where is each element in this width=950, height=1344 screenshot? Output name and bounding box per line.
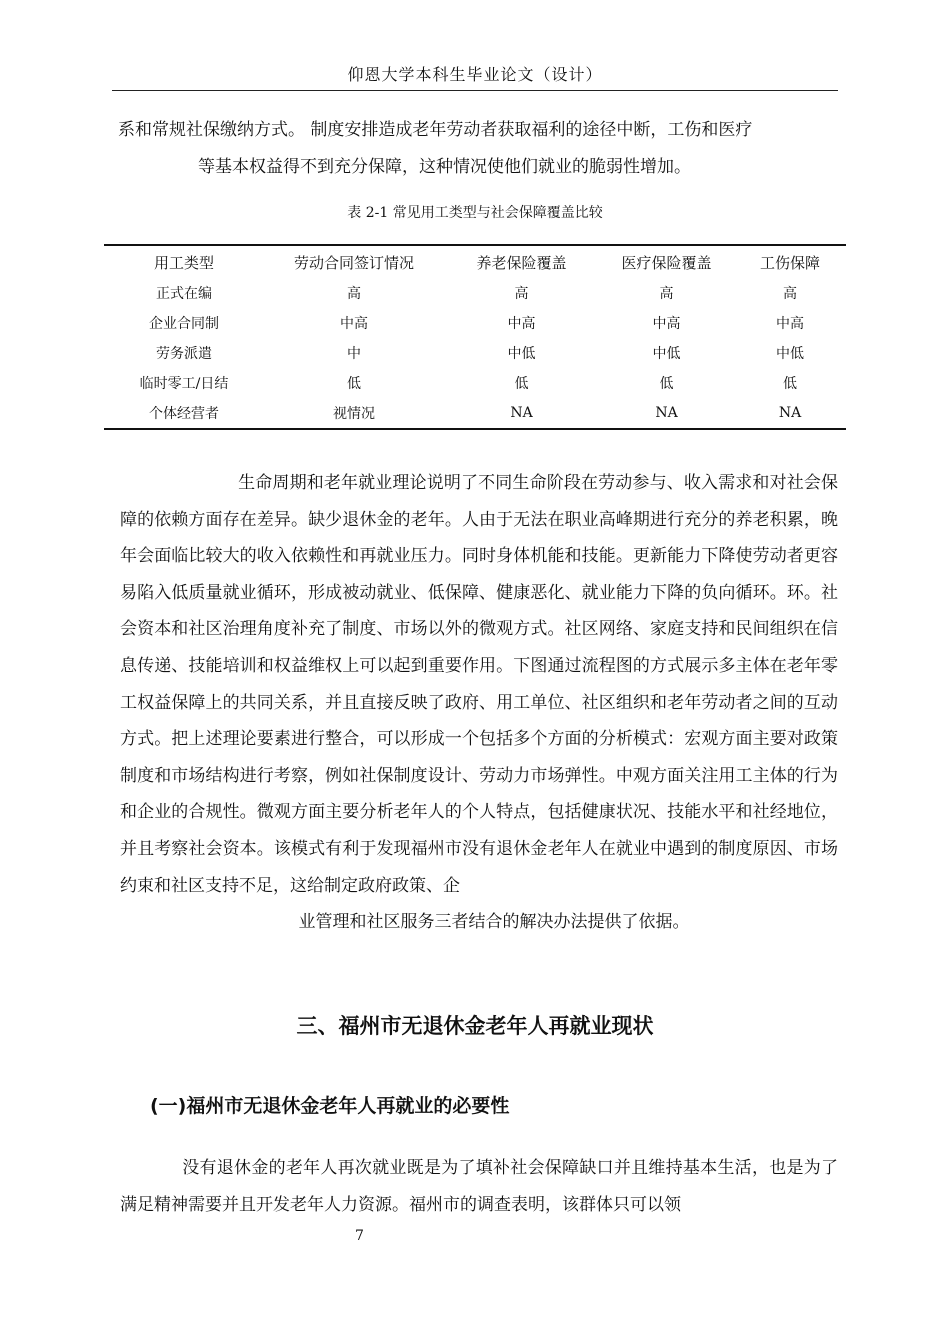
table-cell: 个体经营者 — [149, 406, 219, 422]
column-header: 工伤保障 — [759, 253, 820, 272]
table-row — [104, 278, 846, 308]
body-paragraph — [120, 465, 838, 941]
table-cell: 正式在编 — [156, 286, 212, 302]
table-cell: 中低 — [776, 346, 804, 362]
table-row — [104, 398, 846, 429]
table-row — [104, 368, 846, 398]
table-cell: 中 — [347, 346, 361, 362]
comparison-table — [104, 244, 846, 430]
table-cell: 临时零工/日结 — [139, 376, 229, 392]
paragraph-text: 生命周期和老年就业理论说明了不同生命阶段在劳动参与、收入需求和对社会保障的依赖方面存在差异。缺少退休金的老年。人由于无法在职业高峰期进行充分的养老积累，晚年会面临比较大的收入依赖性和再就业压力。同时身体机能和技能。更新能力下降使劳动者更容易陷入低质量就业循环，形成被动就业、低保障、健康恶化、就业能力下降的负向循环。环。社会资本和社区治理角度补充了制度、市场以外的微观方式。社区网络、家庭支持和民间组织在信息传递、技能培训和权益维权上可以起到重要作用。下图通过流程图的方式展示多主体在老年零工权益保障上的共同关系，并且直接反映了政府、用工单位、社区组织和老年劳动者之间的互动方式。把上述理论要素进行整合，可以形成一个包括多个方面的分析模式：宏观方面主要对政策制度和市场结构进行考察，例如社保制度设计、劳动力市场弹性。中观方面关注用工主体的行为和企业的合规性。微观方面主要分析老年人的个人特点，包括健康状况、技能水平和社经地位，并且考察社会资本。该模式有利于发现福州市没有退休金老年人在就业中遇到的制度原因、市场约束和社区支持不足，这给制定政府政策、企 — [120, 473, 838, 896]
table-cell: 高 — [783, 286, 797, 302]
subsection-heading: (一)福州市无退休金老年人再就业的必要性 — [150, 1095, 510, 1117]
body-paragraph — [120, 1150, 838, 1224]
table-cell: NA — [655, 405, 678, 421]
table-caption: 表 2-1 常见用工类型与社会保障覆盖比较 — [347, 205, 603, 221]
table-header-row — [104, 245, 846, 278]
paragraph-text: 没有退休金的老年人再次就业既是为了填补社会保障缺口并且维持基本生活，也是为了满足精神需要并且开发老年人力资源。福州市的调查表明，该群体只可以领 — [120, 1158, 838, 1215]
table-cell: 中高 — [507, 316, 536, 332]
table-cell: NA — [778, 405, 802, 421]
table-cell: 劳务派遣 — [156, 346, 212, 362]
header-rule — [112, 90, 838, 91]
paragraph-line: 系和常规社保缴纳方式。 制度安排造成老年劳动者获取福利的途径中断，工伤和医疗 — [118, 120, 753, 140]
table-cell: 高 — [659, 286, 674, 302]
page-number: 7 — [355, 1228, 364, 1244]
table-cell: 中高 — [776, 316, 804, 332]
table-cell: NA — [510, 405, 533, 421]
table-row — [104, 338, 846, 368]
paragraph-line: 等基本权益得不到充分保障，这种情况使他们就业的脆弱性增加。 — [198, 157, 691, 177]
column-header: 医疗保险覆盖 — [621, 253, 712, 272]
table-row — [104, 308, 846, 338]
table-cell: 低 — [783, 376, 797, 392]
paragraph-last-line: 业管理和社区服务三者结合的解决办法提供了依据。 — [298, 912, 690, 933]
table-cell: 中高 — [340, 316, 368, 332]
table-cell: 中低 — [652, 346, 681, 362]
column-header: 用工类型 — [153, 253, 214, 272]
column-header: 劳动合同签订情况 — [293, 253, 414, 272]
table-cell: 高 — [514, 286, 529, 302]
table-cell: 低 — [514, 376, 529, 392]
section-heading: 三、福州市无退休金老年人再就业现状 — [296, 1014, 654, 1038]
table-cell: 低 — [347, 376, 361, 392]
table-cell: 中高 — [652, 316, 681, 332]
table-cell: 中低 — [507, 346, 536, 362]
table-cell: 视情况 — [333, 406, 375, 422]
table-cell: 高 — [347, 286, 361, 302]
running-header: 仰恩大学本科生毕业论文（设计） — [347, 65, 603, 84]
table-cell: 企业合同制 — [149, 316, 219, 332]
table-cell: 低 — [659, 376, 674, 392]
column-header: 养老保险覆盖 — [476, 253, 567, 272]
